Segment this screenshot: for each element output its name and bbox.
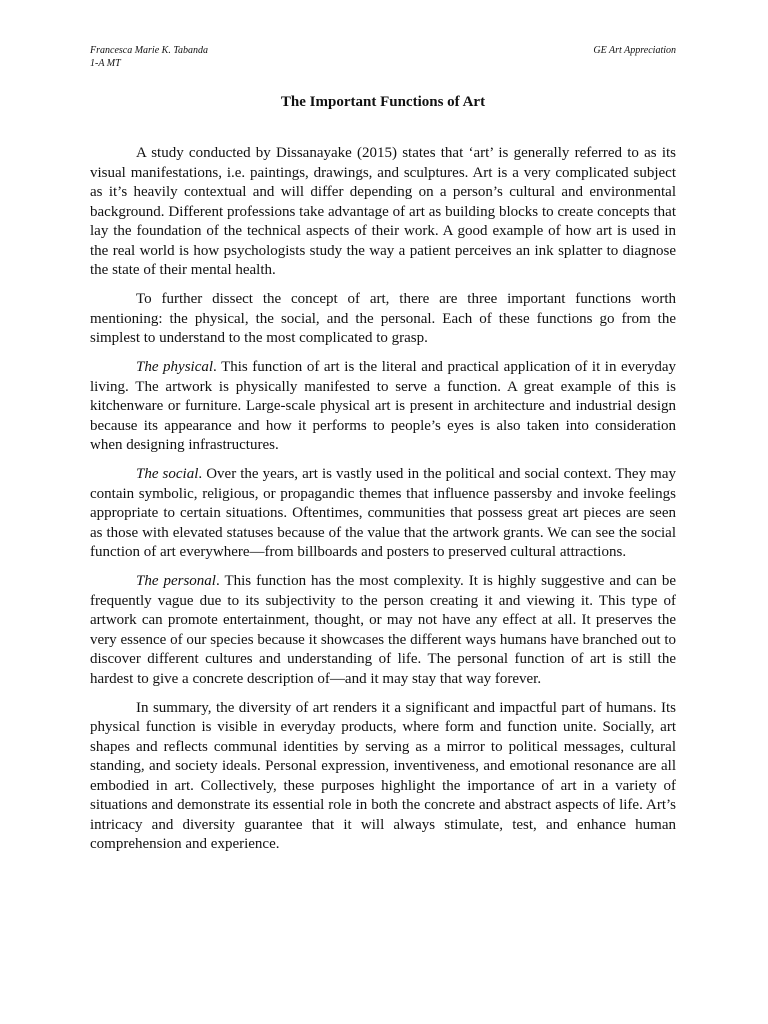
paragraph-lead: The physical <box>136 359 214 375</box>
paragraph-social <box>90 465 676 563</box>
paragraph-text: . This function of art is the literal and practical application of it in everyday living. The artwork is physically manifested to serve a function. A great example of this is kitchenware or furniture. Large-scale physical art is present in architecture and industrial design because its appearance and how it performs to people’s eyes is also taken into consideration when designing infrastructures. <box>90 359 676 453</box>
document-header <box>90 44 676 74</box>
course-name: GE Art Appreciation <box>593 45 676 56</box>
paragraph-lead: The social <box>136 466 199 482</box>
paragraph-text: In summary, the diversity of art renders it a significant and impactful part of humans. Its physical function is visible in everyday products, where form and function unite. Socially, art shapes and reflects communal identities by serving as a mirror to political messages, cultural standing, and society ideals. Personal expression, inventiveness, and emotional resonance are all embodied in art. Collectively, these purposes highlight the importance of art in a variety of situations and demonstrate its essential role in both the concrete and abstract aspects of life. Art’s intricacy and diversity guarantee that it will always stimulate, test, and enhance human comprehension and experience. <box>90 699 676 852</box>
header-left <box>90 44 208 70</box>
author-section: 1-A MT <box>90 58 121 69</box>
paragraph-personal <box>90 572 676 689</box>
author-name: Francesca Marie K. Tabanda <box>90 45 208 56</box>
paragraph-intro <box>90 144 676 281</box>
paragraph-summary <box>90 699 676 855</box>
document-body <box>90 144 676 855</box>
paragraph-text: . This function has the most complexity. It is highly suggestive and can be frequently vague due to its subjectivity to the person creating it and viewing it. This type of artwork can promote entertainment, thought, or may not have any effect at all. It preserves the very essence of our species because it showcases the different ways humans have branched out to discover different cultures and understanding of life. The personal function of art is still the hardest to give a concrete description of—and it may stay that way forever. <box>90 573 676 687</box>
document-title: The Important Functions of Art <box>280 94 486 110</box>
paragraph-overview <box>90 290 676 349</box>
paragraph-text: To further dissect the concept of art, there are three important functions worth mentioning: the physical, the social, and the personal. Each of these functions go from the simplest to understand to the most complicated to grasp. <box>90 291 676 346</box>
paragraph-text: . Over the years, art is vastly used in the political and social context. They may contain symbolic, religious, or propagandic themes that influence passersby and invoke feelings appropriate to certain situations. Oftentimes, communities that possess great art pieces are seen as those with elevated statuses because of the value that the artwork grants. We can see the social function of art everywhere—from billboards and posters to preserved cultural attractions. <box>90 466 676 560</box>
document-page <box>90 44 676 864</box>
paragraph-physical <box>90 358 676 456</box>
paragraph-text: A study conducted by Dissanayake (2015) states that ‘art’ is generally referred to as its visual manifestations, i.e. paintings, drawings, and sculptures. Art is a very complicated subject as it’s heavily contextual and will differ depending on a person’s cultural and environmental background. Different professions take advantage of art as building blocks to create concepts that lay the foundation of the technical aspects of their work. A good example of how art is used in the real world is how psychologists study the way a patient perceives an ink splatter to diagnose the state of their mental health. <box>90 145 676 278</box>
paragraph-lead: The personal <box>136 573 216 589</box>
